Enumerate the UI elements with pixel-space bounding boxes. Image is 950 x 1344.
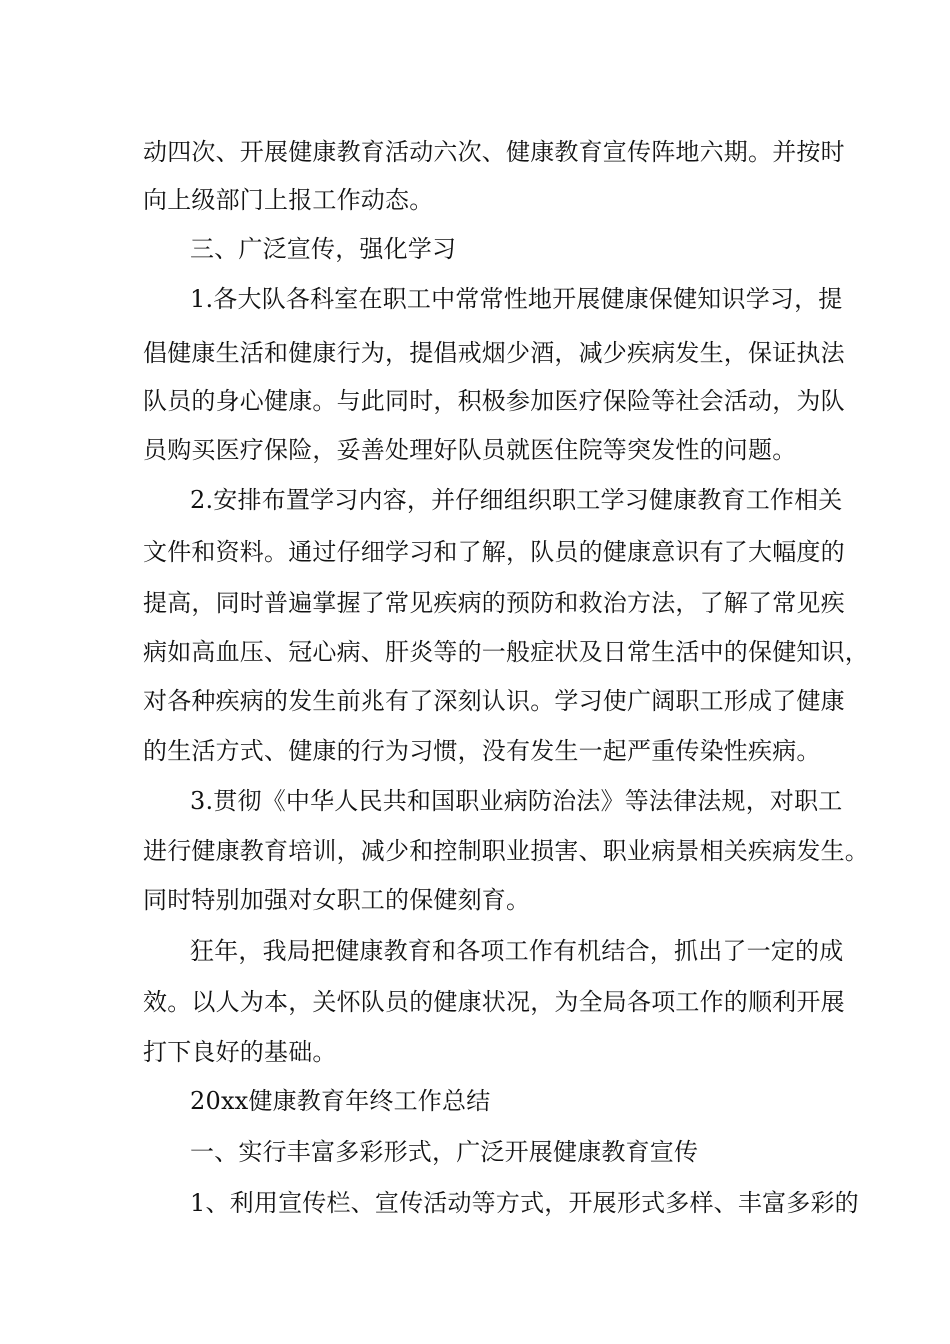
body-line: 2.安排布置学习内容，并仔细组织职工学习健康教育工作相关	[190, 486, 843, 514]
body-line: 1.各大队各科室在职工中常常性地开展健康保健知识学习，提	[190, 285, 843, 313]
body-line: 同时特别加强对女职工的保健刻育。	[143, 886, 531, 914]
section-heading: 三、广泛宣传，强化学习	[190, 235, 457, 263]
body-line: 向上级部门上报工作动态。	[143, 186, 434, 214]
body-line: 狂年，我局把健康教育和各项工作有机结合，抓出了一定的成	[190, 937, 844, 965]
body-line: 动四次、开展健康教育活动六次、健康教育宣传阵地六期。并按时	[143, 138, 845, 166]
body-line: 倡健康生活和健康行为，提倡戒烟少酒，减少疾病发生，保证执法	[143, 339, 845, 367]
body-line: 进行健康教育培训，减少和控制职业损害、职业病景相关疾病发生。	[143, 837, 869, 865]
body-line: 文件和资料。通过仔细学习和了解，队员的健康意识有了大幅度的	[143, 538, 845, 566]
body-line: 病如高血压、冠心病、肝炎等的一般症状及日常生活中的保健知识，	[143, 638, 869, 666]
body-line: 对各种疾病的发生前兆有了深刻认识。学习使广阔职工形成了健康	[143, 687, 845, 715]
body-line: 打下良好的基础。	[143, 1038, 337, 1066]
document-title: 20xx健康教育年终工作总结	[190, 1087, 491, 1115]
body-line: 效。以人为本，关怀队员的健康状况，为全局各项工作的顺利开展	[143, 988, 845, 1016]
body-line: 员购买医疗保险，妥善处理好队员就医住院等突发性的问题。	[143, 436, 797, 464]
body-line: 队员的身心健康。与此同时，积极参加医疗保险等社会活动，为队	[143, 387, 845, 415]
body-line: 1、利用宣传栏、宣传活动等方式，开展形式多样、丰富多彩的	[190, 1189, 859, 1217]
body-line: 3.贯彻《中华人民共和国职业病防治法》等法律法规，对职工	[190, 787, 843, 815]
section-heading: 一、实行丰富多彩形式，广泛开展健康教育宣传	[190, 1138, 699, 1166]
body-line: 的生活方式、健康的行为习惯，没有发生一起严重传染性疾病。	[143, 737, 821, 765]
body-line: 提高，同时普遍掌握了常见疾病的预防和救治方法，了解了常见疾	[143, 589, 845, 617]
